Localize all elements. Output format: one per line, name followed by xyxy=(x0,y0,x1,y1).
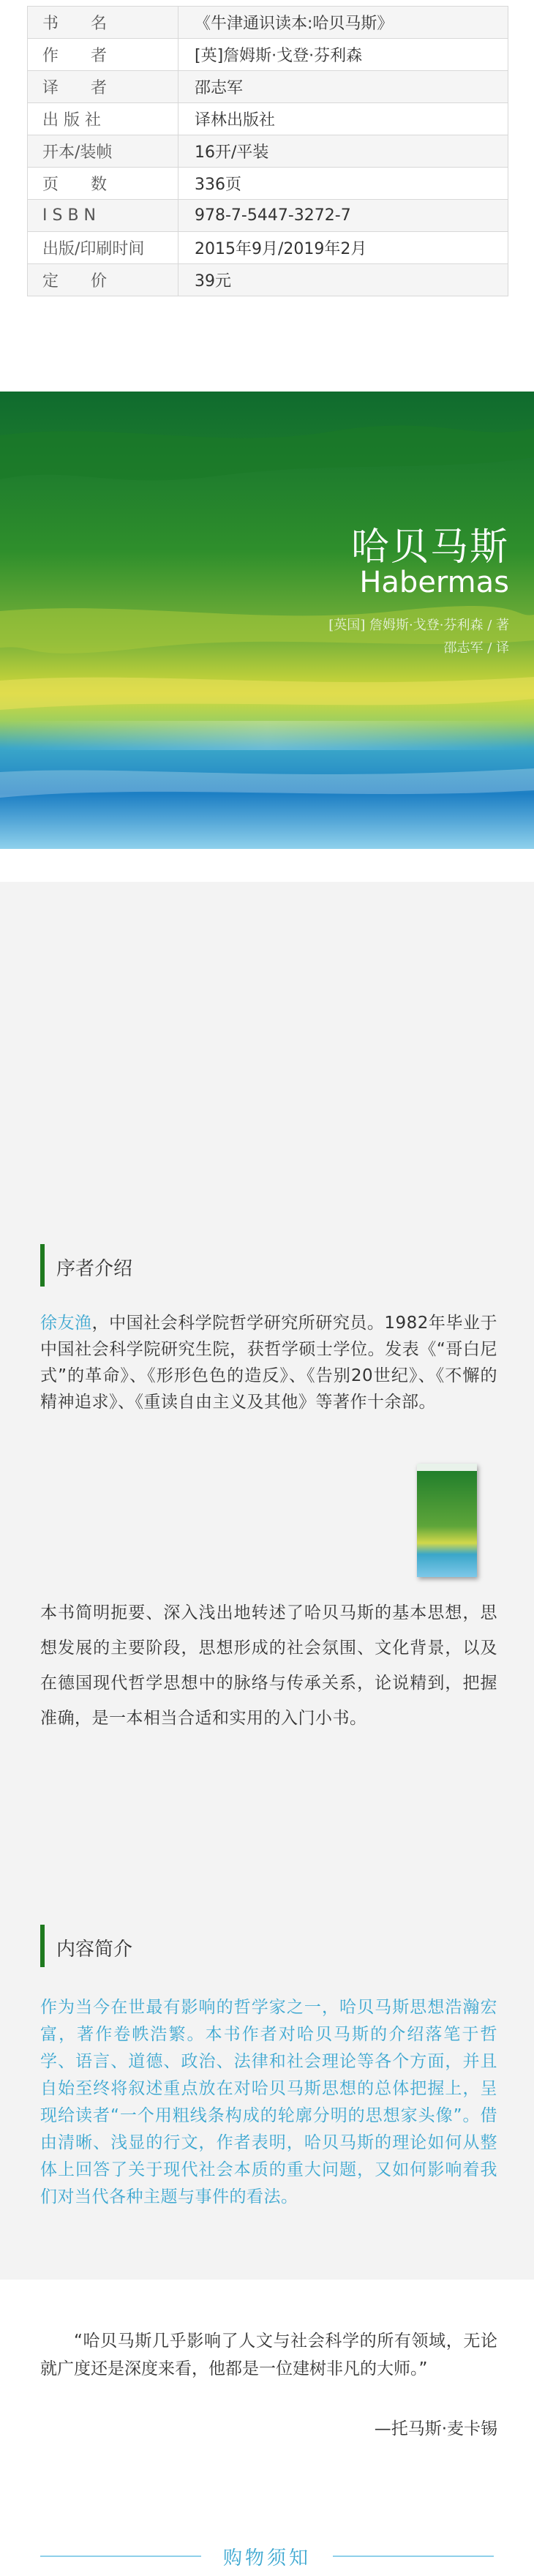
cover-author: [英国] 詹姆斯·戈登·芬利森 / 著 xyxy=(328,618,509,633)
info-label: 定 价 xyxy=(28,264,178,296)
info-row xyxy=(28,7,508,39)
info-row xyxy=(28,135,508,168)
info-value: 336页 xyxy=(178,168,508,200)
info-label: 页 数 xyxy=(28,168,178,200)
heading-bar xyxy=(40,1244,45,1287)
book-info-table xyxy=(27,6,508,296)
info-row xyxy=(28,200,508,232)
summary-text: 本书简明扼要、深入浅出地转述了哈贝马斯的基本思想，思想发展的主要阶段，思想形成的社会氛围、文化背景，以及在德国现代哲学思想中的脉络与传承关系，论说精到，把握准确，是一本相当合适和实用的入门小书。 xyxy=(40,1603,497,1728)
info-label: 作 者 xyxy=(28,39,178,71)
info-row xyxy=(28,103,508,135)
info-row xyxy=(28,264,508,296)
preface-bio-text: ，中国社会科学院哲学研究所研究员。1982年毕业于中国社会科学院研究生院，获哲学硕士学位。发表《“哥白尼式”的革命》、《形形色色的造反》、《告别20世纪》、《不懈的精神追求》、《重读自由主义及其他》等著作十余部。 xyxy=(40,1314,497,1412)
preface-name: 徐友渔 xyxy=(40,1314,92,1333)
info-value: 译林出版社 xyxy=(178,103,508,135)
heading-bar xyxy=(40,1925,45,1967)
quote-attribution: —托马斯·麦卡锡 xyxy=(374,2419,497,2438)
info-label: I S B N xyxy=(28,200,178,232)
quote-text: “哈贝马斯几乎影响了人文与社会科学的所有领域，无论就广度还是深度来看，他都是一位建树非凡的大师。” xyxy=(40,2332,497,2378)
info-label: 出版/印刷时间 xyxy=(28,232,178,264)
content-text: 作为当今在世最有影响的哲学家之一，哈贝马斯思想浩瀚宏富，著作卷帙浩繁。本书作者对哈贝马斯的介绍落笔于哲学、语言、道德、政治、法律和社会理论等各个方面，并且自始至终将叙述重点放在对哈贝马斯思想的总体把握上，呈现给读者“一个用粗线条构成的轮廓分明的思想家头像”。借由清晰、浅显的行文，作者表明，哈贝马斯的理论如何从整体上回答了关于现代社会本质的重大问题，又如何影响着我们对当代各种主题与事件的看法。 xyxy=(40,1998,497,2206)
info-label: 出 版 社 xyxy=(28,103,178,135)
info-value: 39元 xyxy=(178,264,508,296)
preface-bio xyxy=(40,1310,497,1415)
info-value: 978-7-5447-3272-7 xyxy=(178,200,508,232)
cover-subtitle: Habermas xyxy=(359,566,509,599)
info-row xyxy=(28,232,508,264)
info-label: 开本/装帧 xyxy=(28,135,178,168)
cover-translator: 邵志军 / 译 xyxy=(443,640,509,656)
info-value: 《牛津通识读本:哈贝马斯》 xyxy=(178,7,508,39)
book-cover xyxy=(0,392,534,849)
content-heading-label: 内容简介 xyxy=(56,1939,133,1961)
info-row xyxy=(28,71,508,103)
cover-title: 哈贝马斯 xyxy=(350,525,509,569)
info-value: 2015年9月/2019年2月 xyxy=(178,232,508,264)
info-row xyxy=(28,39,508,71)
info-value: 16开/平装 xyxy=(178,135,508,168)
purchase-notice-label: 购物须知 xyxy=(222,2547,311,2569)
preface-heading-label: 序者介绍 xyxy=(56,1258,133,1280)
info-label: 译 者 xyxy=(28,71,178,103)
info-row xyxy=(28,168,508,200)
book-thumbnail xyxy=(417,1464,477,1577)
info-label: 书 名 xyxy=(28,7,178,39)
info-value: [英]詹姆斯·戈登·芬利森 xyxy=(178,39,508,71)
thumbnail-cover xyxy=(417,1464,477,1577)
info-value: 邵志军 xyxy=(178,71,508,103)
